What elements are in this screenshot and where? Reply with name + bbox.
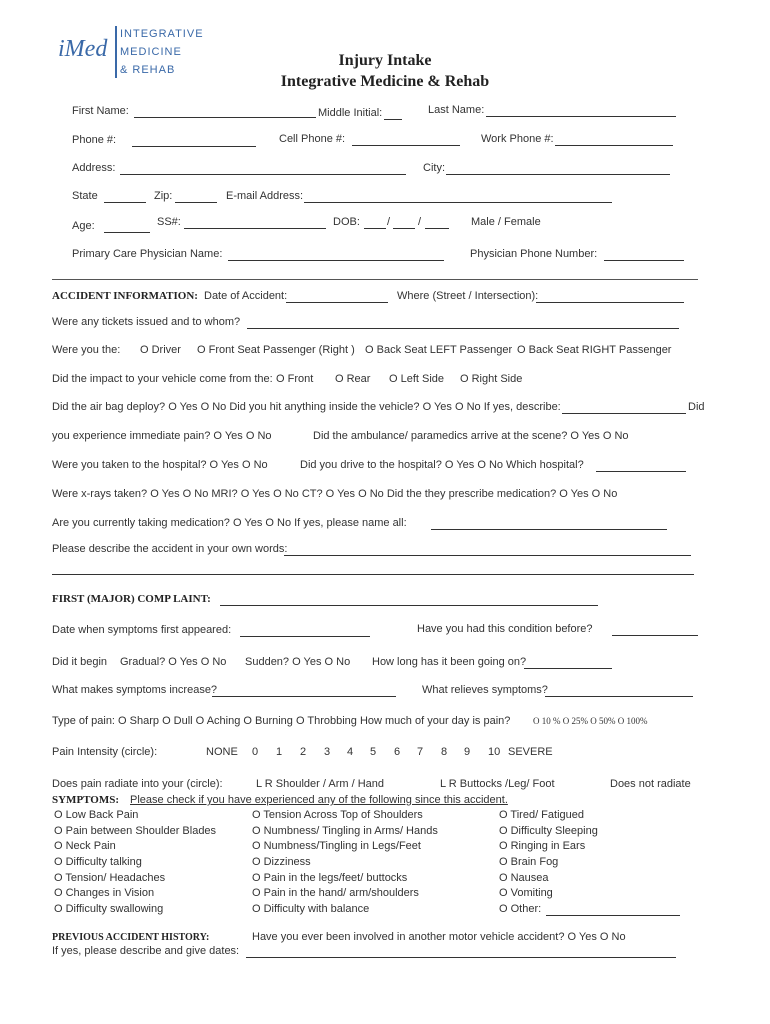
did-begin-label: Did it begin: [52, 656, 108, 668]
cell-phone-field[interactable]: [352, 145, 460, 146]
state-field[interactable]: [104, 202, 146, 203]
phone-field[interactable]: [132, 146, 256, 147]
sex-options[interactable]: Male / Female: [471, 216, 541, 228]
phone-label: Phone #:: [72, 134, 117, 146]
pain-type-question[interactable]: Type of pain: O Sharp O Dull O Aching O Burning O Throbbing How much of your day is pain?: [52, 715, 511, 727]
symptom-item[interactable]: O Difficulty Sleeping: [499, 825, 598, 837]
email-field[interactable]: [304, 202, 612, 203]
tickets-label: Were any tickets issued and to whom?: [52, 316, 241, 328]
pcp-phone-field[interactable]: [604, 260, 684, 261]
hospital-question[interactable]: Were you taken to the hospital? O Yes O No: [52, 459, 268, 471]
intensity-5[interactable]: 5: [370, 746, 377, 758]
symptom-item[interactable]: O Tension/ Headaches: [54, 872, 166, 884]
describe-accident-field-1[interactable]: [284, 555, 691, 556]
last-name-field[interactable]: [486, 116, 676, 117]
city-label: City:: [423, 162, 445, 174]
ssn-label: SS#:: [157, 216, 181, 228]
address-field[interactable]: [120, 174, 406, 175]
relieves-label: What relieves symptoms?: [422, 684, 548, 696]
intensity-4[interactable]: 4: [347, 746, 354, 758]
how-long-label: How long has it been going on?: [372, 656, 527, 668]
describe-accident-field-2[interactable]: [52, 574, 694, 575]
radiate-upper-option[interactable]: L R Shoulder / Arm / Hand: [256, 778, 384, 790]
dob-day-field[interactable]: [393, 228, 415, 229]
symptom-item[interactable]: O Brain Fog: [499, 856, 559, 868]
symptom-item[interactable]: O Numbness/Tingling in Legs/Feet: [252, 840, 421, 852]
intensity-10[interactable]: 10: [488, 746, 501, 758]
dob-separator-2: /: [418, 216, 422, 228]
state-label: State: [72, 190, 98, 202]
accident-location-field[interactable]: [536, 302, 684, 303]
address-label: Address:: [72, 162, 116, 174]
age-field[interactable]: [104, 232, 150, 233]
symptom-item[interactable]: O Difficulty with balance: [252, 903, 370, 915]
symptom-item[interactable]: O Nausea: [499, 872, 549, 884]
intensity-1[interactable]: 1: [276, 746, 283, 758]
previous-accident-describe-label: If yes, please describe and give dates:: [52, 945, 240, 957]
symptom-item[interactable]: O Tired/ Fatigued: [499, 809, 584, 821]
sudden-question[interactable]: Sudden? O Yes O No: [245, 656, 351, 668]
symptoms-heading: SYMPTOMS:: [52, 794, 120, 806]
symptom-item[interactable]: O Pain between Shoulder Blades: [54, 825, 217, 837]
pcp-phone-label: Physician Phone Number:: [470, 248, 598, 260]
dob-label: DOB:: [333, 216, 360, 228]
impact-left-option[interactable]: O Left Side: [389, 373, 445, 385]
intensity-9[interactable]: 9: [464, 746, 471, 758]
hospital-name-field[interactable]: [596, 471, 686, 472]
symptom-item[interactable]: O Tension Across Top of Shoulders: [252, 809, 423, 821]
cell-phone-label: Cell Phone #:: [279, 133, 346, 145]
last-name-label: Last Name:: [428, 104, 485, 116]
increase-field[interactable]: [212, 696, 396, 697]
other-symptom-field[interactable]: [546, 915, 680, 916]
logo-line-3: & REHAB: [120, 64, 176, 76]
symptoms-date-label: Date when symptoms first appeared:: [52, 624, 232, 636]
increase-label: What makes symptoms increase?: [52, 684, 218, 696]
previous-accident-field[interactable]: [246, 957, 676, 958]
accident-heading: ACCIDENT INFORMATION:: [52, 290, 198, 302]
intensity-7[interactable]: 7: [417, 746, 424, 758]
intensity-3[interactable]: 3: [324, 746, 331, 758]
logo-line-1: INTEGRATIVE: [120, 28, 204, 40]
accident-date-label: Date of Accident:: [204, 290, 288, 302]
symptoms-date-field[interactable]: [240, 636, 370, 637]
medication-question[interactable]: Are you currently taking medication? O Yes O No If yes, please name all:: [52, 517, 407, 529]
impact-label: Did the impact to your vehicle come from the:: [52, 373, 273, 385]
symptom-item[interactable]: O Difficulty swallowing: [54, 903, 164, 915]
impact-front-option[interactable]: O Front: [276, 373, 314, 385]
radiate-label: Does pain radiate into your (circle):: [52, 778, 223, 790]
middle-initial-label: Middle Initial:: [318, 107, 383, 119]
symptom-item[interactable]: O Numbness/ Tingling in Arms/ Hands: [252, 825, 438, 837]
zip-field[interactable]: [175, 202, 217, 203]
form-subtitle: Integrative Medicine & Rehab: [280, 73, 490, 90]
dob-month-field[interactable]: [364, 228, 386, 229]
symptom-item[interactable]: O Pain in the legs/feet/ buttocks: [252, 872, 408, 884]
had-before-label: Have you had this condition before?: [417, 623, 593, 635]
form-title: Injury Intake: [338, 52, 432, 69]
intensity-8[interactable]: 8: [441, 746, 448, 758]
had-before-field[interactable]: [612, 635, 698, 636]
seat-front-passenger-option[interactable]: O Front Seat Passenger (Right ): [197, 344, 355, 356]
symptom-item[interactable]: O Neck Pain: [54, 840, 116, 852]
zip-label: Zip:: [154, 190, 173, 202]
seat-driver-option[interactable]: O Driver: [140, 344, 181, 356]
gradual-question[interactable]: Gradual? O Yes O No: [120, 656, 227, 668]
symptom-item[interactable]: O Changes in Vision: [54, 887, 155, 899]
work-phone-label: Work Phone #:: [481, 133, 554, 145]
middle-initial-field[interactable]: [384, 119, 402, 120]
intensity-6[interactable]: 6: [394, 746, 401, 758]
xrays-question[interactable]: Were x-rays taken? O Yes O No MRI? O Yes O No CT? O Yes O No Did the they prescribe medication? O Yes O No: [52, 488, 618, 500]
seat-position-label: Were you the:: [52, 344, 121, 356]
intensity-0[interactable]: 0: [252, 746, 259, 758]
seat-back-left-option[interactable]: O Back Seat LEFT Passenger: [365, 344, 513, 356]
symptom-item[interactable]: O Low Back Pain: [54, 809, 139, 821]
accident-date-field[interactable]: [286, 302, 388, 303]
logo-line-2: MEDICINE: [120, 46, 182, 58]
email-label: E-mail Address:: [226, 190, 304, 202]
radiate-none-option[interactable]: Does not radiate: [610, 778, 691, 790]
symptom-item[interactable]: O Dizziness: [252, 856, 311, 868]
symptom-item[interactable]: O Vomiting: [499, 887, 553, 899]
symptom-item[interactable]: O Difficulty talking: [54, 856, 142, 868]
intensity-none-label: NONE: [206, 746, 238, 758]
hit-describe-field[interactable]: [562, 413, 686, 414]
logo-mark: iMed: [58, 36, 108, 62]
ssn-field[interactable]: [184, 228, 326, 229]
city-field[interactable]: [446, 174, 670, 175]
pcp-name-field[interactable]: [228, 260, 444, 261]
tickets-field[interactable]: [247, 328, 679, 329]
divider-accident: [52, 279, 698, 280]
accident-location-label: Where (Street / Intersection):: [397, 290, 539, 302]
symptom-item[interactable]: O Other:: [499, 903, 542, 915]
first-name-field[interactable]: [134, 117, 316, 118]
radiate-lower-option[interactable]: L R Buttocks /Leg/ Foot: [440, 778, 555, 790]
impact-right-option[interactable]: O Right Side: [460, 373, 523, 385]
seat-back-right-option[interactable]: O Back Seat RIGHT Passenger: [517, 344, 672, 356]
dob-separator-1: /: [387, 216, 391, 228]
ambulance-question[interactable]: Did the ambulance/ paramedics arrive at the scene? O Yes O No: [313, 430, 629, 442]
how-long-field[interactable]: [524, 668, 612, 669]
airbag-tail: Did: [688, 401, 705, 413]
drive-hospital-question[interactable]: Did you drive to the hospital? O Yes O No Which hospital?: [300, 459, 584, 471]
symptoms-instruction: Please check if you have experienced any of the following since this accident.: [130, 794, 508, 806]
pcp-name-label: Primary Care Physician Name:: [72, 248, 223, 260]
intensity-2[interactable]: 2: [300, 746, 307, 758]
symptom-item[interactable]: O Ringing in Ears: [499, 840, 586, 852]
history-heading: PREVIOUS ACCIDENT HISTORY:: [52, 932, 210, 943]
symptom-item[interactable]: O Pain in the hand/ arm/shoulders: [252, 887, 419, 899]
impact-rear-option[interactable]: O Rear: [335, 373, 371, 385]
first-name-label: First Name:: [72, 105, 129, 117]
intensity-severe-label: SEVERE: [508, 746, 553, 758]
pain-intensity-label: Pain Intensity (circle):: [52, 746, 158, 758]
relieves-field[interactable]: [545, 696, 693, 697]
describe-accident-label: Please describe the accident in your own words:: [52, 543, 288, 555]
day-pain-options[interactable]: O 10 % O 25% O 50% O 100%: [533, 716, 648, 726]
medication-field[interactable]: [431, 529, 667, 530]
age-label: Age:: [72, 220, 95, 232]
immediate-pain-question[interactable]: you experience immediate pain? O Yes O No: [52, 430, 272, 442]
complaint-heading: FIRST (MAJOR) COMP LAINT:: [52, 593, 211, 605]
work-phone-field[interactable]: [555, 145, 673, 146]
previous-accident-question[interactable]: Have you ever been involved in another motor vehicle accident? O Yes O No: [252, 931, 626, 943]
dob-year-field[interactable]: [425, 228, 449, 229]
complaint-field[interactable]: [220, 605, 598, 606]
airbag-question[interactable]: Did the air bag deploy? O Yes O No Did you hit anything inside the vehicle? O Yes O No If yes, describe:: [52, 401, 561, 413]
